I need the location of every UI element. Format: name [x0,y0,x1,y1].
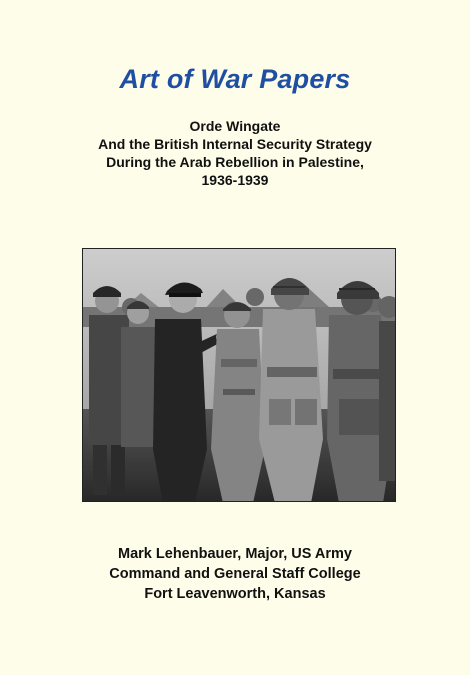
institution-line: Command and General Staff College [109,566,361,582]
title-line: And the British Internal Security Strategy [98,136,372,152]
author-info [0,544,470,604]
author-line: Mark Lehenbauer, Major, US Army [118,546,352,562]
location-line: Fort Leavenworth, Kansas [144,586,326,602]
title-line: During the Arab Rebellion in Palestine, [106,154,364,170]
cover-photograph [82,248,396,502]
series-title: Art of War Papers [119,64,351,94]
photograph-image [83,249,396,502]
title-line: Orde Wingate [189,118,281,134]
book-title [0,117,470,189]
title-line: 1936-1939 [201,172,269,188]
